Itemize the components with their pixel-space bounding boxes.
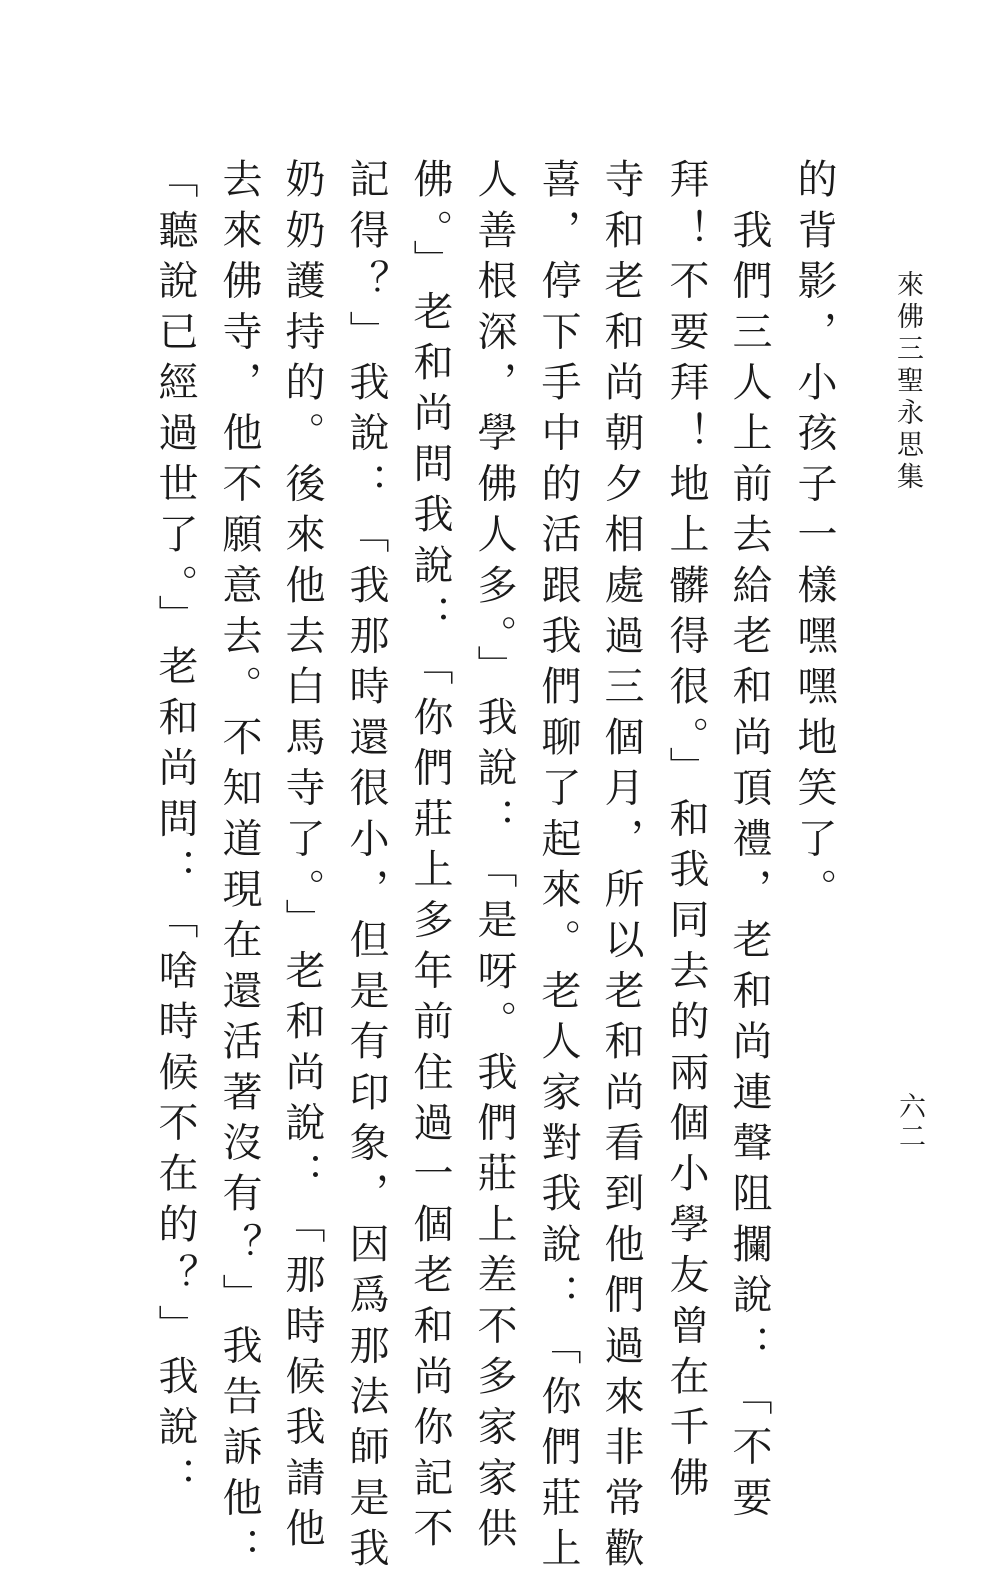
text-column-2: 我們三人上前去給老和尚頂禮，老和尚連聲阻攔說：「不要 bbox=[726, 158, 772, 1527]
text-column-10: 去來佛寺，他不願意去。不知道現在還活著沒有？」我告訴他： bbox=[216, 158, 262, 1578]
text-column-9: 奶奶護持的。後來他去白馬寺了。」老和尚說：「那時候我請他 bbox=[279, 158, 325, 1558]
text-column-6: 人善根深，學佛人多。」我說：「是呀。我們莊上差不多家家供 bbox=[471, 158, 517, 1558]
text-column-11: 「聽說已經過世了。」老和尚問：「啥時候不在的？」我說： bbox=[152, 158, 198, 1507]
running-head-title: 來佛三聖永思集 bbox=[892, 270, 923, 494]
text-column-8: 記得？」我說：「我那時還很小，但是有印象，因爲那法師是我 bbox=[343, 158, 389, 1578]
text-column-1: 的背影，小孩子一樣嘿嘿地笑了。 bbox=[791, 158, 837, 919]
text-column-3: 拜！不要拜！地上髒得很。」和我同去的兩個小學友曾在千佛 bbox=[663, 158, 709, 1507]
text-column-4: 寺和老和尚朝夕相處過三個月，所以老和尚看到他們過來非常歡 bbox=[598, 158, 644, 1578]
page-number: 六二 bbox=[894, 1092, 925, 1152]
text-column-5: 喜，停下手中的活跟我們聊了起來。老人家對我說：「你們莊上 bbox=[535, 158, 581, 1578]
text-column-7: 佛。」老和尚問我說：「你們莊上多年前住過一個老和尚你記不 bbox=[407, 158, 453, 1558]
